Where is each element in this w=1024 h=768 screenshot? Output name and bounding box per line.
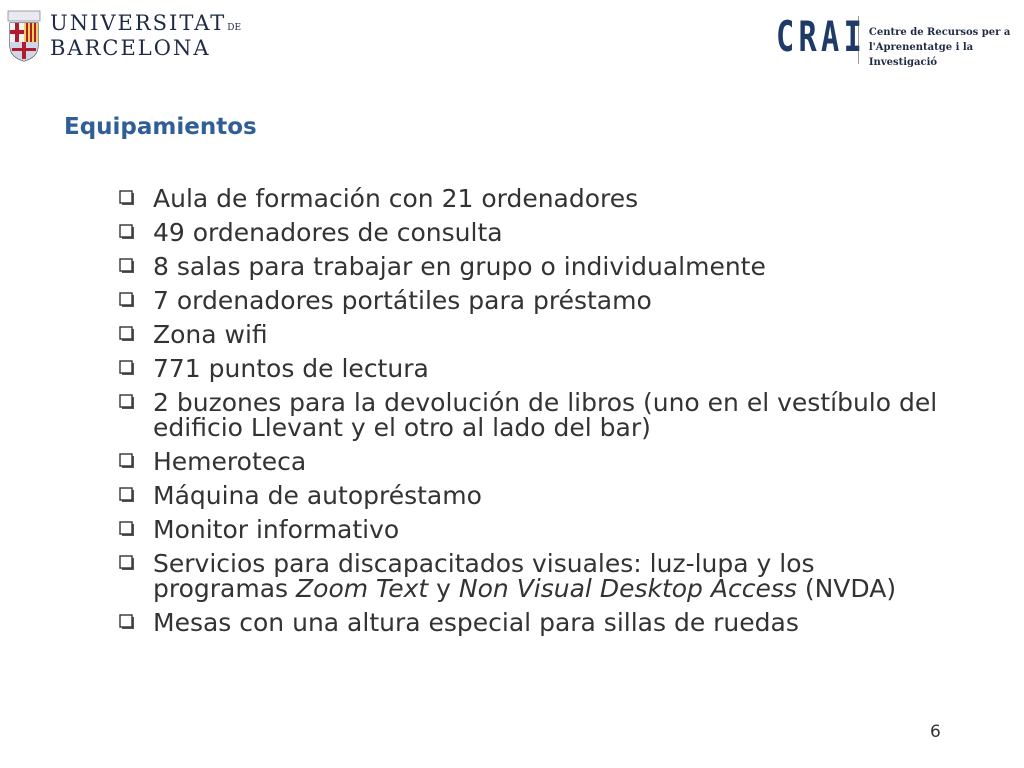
university-wordmark xyxy=(50,13,241,59)
list-item xyxy=(118,483,938,508)
checkbox-square-icon xyxy=(119,292,135,308)
list-item-text: 7 ordenadores portátiles para préstamo xyxy=(153,286,652,315)
checkbox-square-icon xyxy=(119,394,135,410)
checkbox-square-icon xyxy=(119,326,135,342)
checkbox-square-icon xyxy=(119,360,135,376)
checkbox-square-icon xyxy=(119,224,135,240)
university-name-line1: UNIVERSITAT xyxy=(50,11,227,35)
checkbox-square-icon xyxy=(119,190,135,206)
list-item-text: Aula de formación con 21 ordenadores xyxy=(153,184,639,213)
list-item-emphasis: Non Visual Desktop Access xyxy=(458,574,797,603)
list-item xyxy=(118,356,938,381)
list-item-text: 771 puntos de lectura xyxy=(153,354,429,383)
checkbox-square-icon xyxy=(119,453,135,469)
list-item-text: Zona wifi xyxy=(153,320,268,349)
checkbox-square-icon xyxy=(119,487,135,503)
list-item-text: y xyxy=(428,574,459,603)
list-item-text: Monitor informativo xyxy=(153,515,400,544)
list-item xyxy=(118,220,938,245)
list-item-text: 2 buzones para la devolución de libros (uno en el vestíbulo del edificio Llevant y el otro al lado del bar) xyxy=(153,388,938,442)
crai-logo xyxy=(776,12,1024,70)
page-number: 6 xyxy=(930,722,941,742)
list-item xyxy=(118,551,938,601)
university-name-line2: BARCELONA xyxy=(50,36,211,60)
crai-line2: l'Aprenentatge i la Investigació xyxy=(868,42,974,68)
list-item xyxy=(118,322,938,347)
university-logo xyxy=(6,10,241,62)
university-name-suffix: DE xyxy=(227,23,242,33)
list-item-text: Hemeroteca xyxy=(153,447,307,476)
list-item-text: Servicios para discapacitados visuales: luz-lupa y los programas xyxy=(153,549,815,603)
list-item-text: 8 salas para trabajar en grupo o individualmente xyxy=(153,252,766,281)
crai-mark: CRAI xyxy=(776,12,867,61)
equipment-list xyxy=(118,186,938,644)
list-item-text: Máquina de autopréstamo xyxy=(153,481,482,510)
list-item-text: (NVDA) xyxy=(796,574,897,603)
list-item xyxy=(118,610,938,635)
list-item-text: Mesas con una altura especial para sillas de ruedas xyxy=(153,608,799,637)
list-item-emphasis: Zoom Text xyxy=(296,574,429,603)
list-item-text: 49 ordenadores de consulta xyxy=(153,218,503,247)
checkbox-square-icon xyxy=(119,614,135,630)
checkbox-square-icon xyxy=(119,555,135,571)
crai-line1: Centre de Recursos per a xyxy=(868,27,1011,38)
checkbox-square-icon xyxy=(119,521,135,537)
crai-fullname xyxy=(869,16,1024,70)
university-shield-icon xyxy=(6,10,42,62)
checkbox-square-icon xyxy=(119,258,135,274)
list-item xyxy=(118,254,938,279)
list-item xyxy=(118,390,938,440)
list-item xyxy=(118,288,938,313)
list-item xyxy=(118,186,938,211)
slide-title: Equipamientos xyxy=(64,114,257,140)
list-item xyxy=(118,449,938,474)
list-item xyxy=(118,517,938,542)
